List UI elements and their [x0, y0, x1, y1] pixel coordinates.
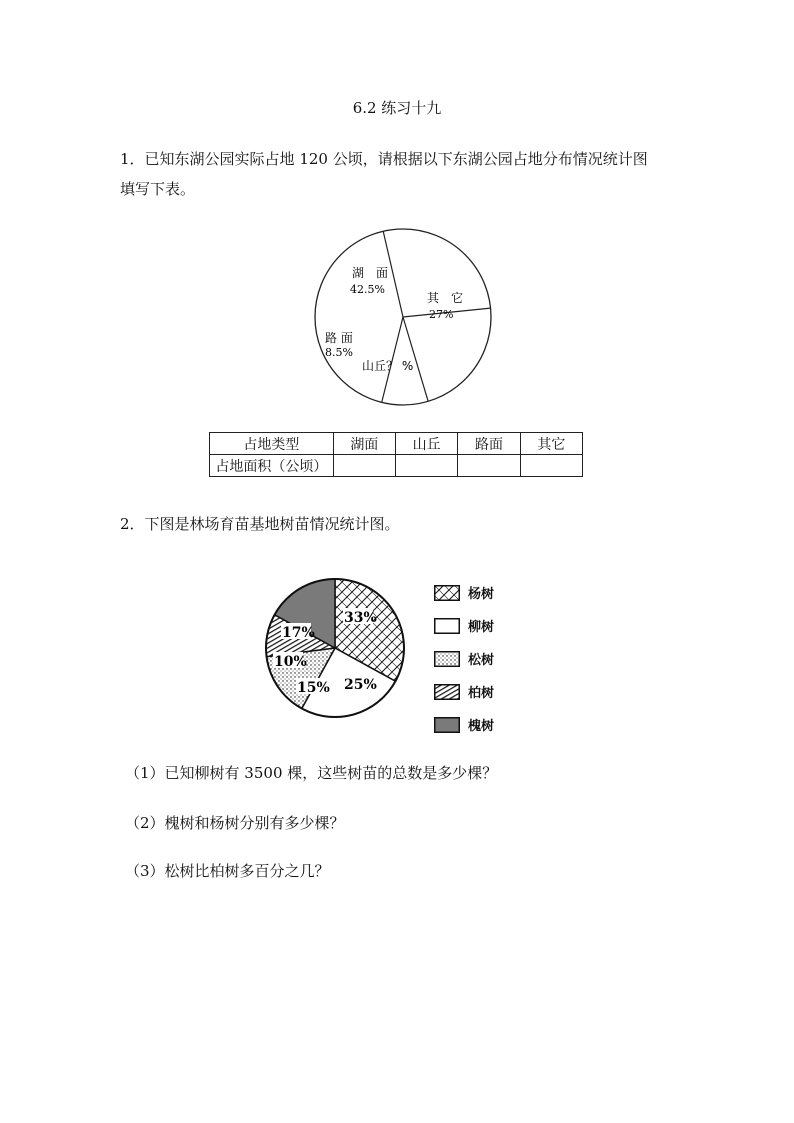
pie1-label-hill: 山丘？ %	[362, 359, 414, 373]
park-pie-chart	[300, 225, 510, 415]
q2-text: 2．下图是林场育苗基地树苗情况统计图。	[120, 515, 400, 533]
q1-text-line1: 1．已知东湖公园实际占地 120 公顷，请根据以下东湖公园占地分布情况统计图	[120, 150, 648, 168]
pie2-value-locust: 17%	[282, 625, 315, 641]
legend-label-locust: 槐树	[468, 719, 495, 734]
pie1-label-other: 其 它	[427, 291, 464, 305]
q2-sub1: （1）已知柳树有 3500 棵，这些树苗的总数是多少棵？	[125, 764, 498, 782]
table-cell-other: 其它	[520, 433, 582, 455]
area-table	[209, 432, 583, 477]
legend-item-poplar	[434, 576, 494, 609]
legend-label-willow: 柳树	[468, 620, 495, 635]
table-input-hill	[395, 455, 457, 477]
legend-swatch-pine	[434, 651, 460, 667]
tree-legend	[434, 576, 494, 741]
table-input-other	[520, 455, 582, 477]
legend-label-poplar: 杨树	[468, 587, 495, 602]
table-input-road	[458, 455, 520, 477]
legend-item-pine	[434, 642, 494, 675]
tree-pie-chart	[262, 572, 412, 722]
legend-item-locust	[434, 708, 494, 741]
table-input-lake	[333, 455, 395, 477]
pie1-value-road: 8.5%	[325, 346, 353, 359]
pie1-value-other: 27%	[429, 308, 454, 321]
pie2-value-pine: 15%	[297, 680, 330, 696]
q2-sub2: （2）槐树和杨树分别有多少棵？	[125, 814, 345, 832]
q2-sub3: （3）松树比柏树多百分之几？	[125, 862, 330, 880]
table-header-area: 占地面积（公顷）	[210, 455, 334, 477]
pie1-value-lake: 42.5%	[350, 283, 385, 296]
table-row-area	[210, 455, 583, 477]
pie1-label-road: 路 面	[325, 331, 353, 345]
table-cell-lake: 湖面	[333, 433, 395, 455]
pie2-value-willow: 25%	[344, 677, 377, 693]
legend-item-cypress	[434, 675, 494, 708]
legend-swatch-willow	[434, 618, 460, 634]
table-row-type	[210, 433, 583, 455]
pie1-label-lake: 湖 面	[352, 266, 389, 280]
legend-swatch-locust	[434, 717, 460, 733]
table-header-type: 占地类型	[210, 433, 334, 455]
legend-swatch-cypress	[434, 684, 460, 700]
pie2-value-cypress: 10%	[274, 654, 307, 670]
legend-label-cypress: 柏树	[468, 686, 495, 701]
page-title: 6.2 练习十九	[352, 99, 442, 117]
table-cell-hill: 山丘	[395, 433, 457, 455]
legend-label-pine: 松树	[468, 653, 495, 668]
q1-text-line2: 填写下表。	[120, 180, 196, 198]
pie2-value-poplar: 33%	[344, 610, 377, 626]
legend-swatch-poplar	[434, 585, 460, 601]
table-cell-road: 路面	[458, 433, 520, 455]
legend-item-willow	[434, 609, 494, 642]
